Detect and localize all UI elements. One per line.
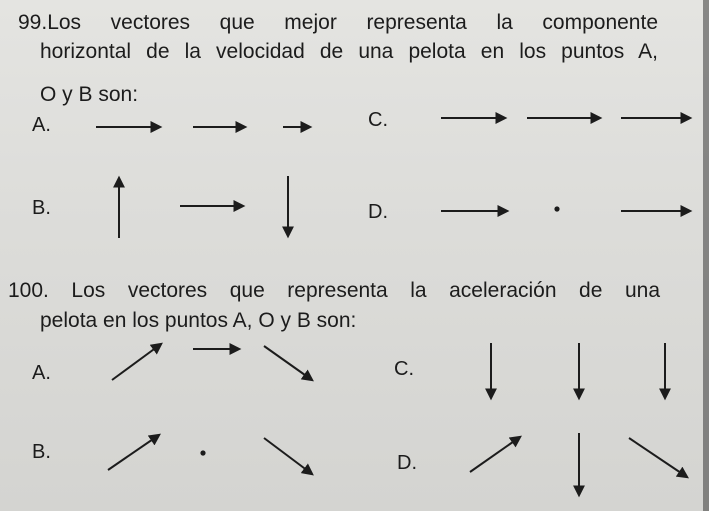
q99-line-2: horizontal de la velocidad de una pelota en los puntos A, xyxy=(40,40,658,63)
q100-d-arrow-1 xyxy=(470,437,520,472)
q99-d-dot xyxy=(554,206,559,211)
q99-option-d-label: D. xyxy=(368,201,388,223)
q100-option-a-label: A. xyxy=(32,362,51,384)
q99-option-b-label: B. xyxy=(32,197,51,219)
q99-option-a-label: A. xyxy=(32,114,51,136)
q100-a-arrow-3 xyxy=(264,346,312,380)
q100-d-arrow-3 xyxy=(629,438,687,477)
q100-b-arrow-1 xyxy=(108,435,159,470)
q99-number: 99. xyxy=(18,11,48,34)
q100-number: 100. xyxy=(8,279,49,302)
q100-a-arrow-1 xyxy=(112,344,161,380)
q99-line-3: O y B son: xyxy=(40,83,139,106)
q100-b-dot xyxy=(200,450,205,455)
q99-option-c-label: C. xyxy=(368,109,388,131)
q100-line-2: pelota en los puntos A, O y B son: xyxy=(40,309,357,332)
q99-text-1: Los vectores que mejor representa la componente xyxy=(47,11,658,34)
q100-option-c-label: C. xyxy=(394,358,414,380)
q100-option-d-label: D. xyxy=(397,452,417,474)
q100-option-b-label: B. xyxy=(32,441,51,463)
page-edge-shadow xyxy=(703,0,709,511)
q100-b-arrow-3 xyxy=(264,438,312,474)
q100-text-1: Los vectores que representa la aceleración de una xyxy=(71,279,660,302)
